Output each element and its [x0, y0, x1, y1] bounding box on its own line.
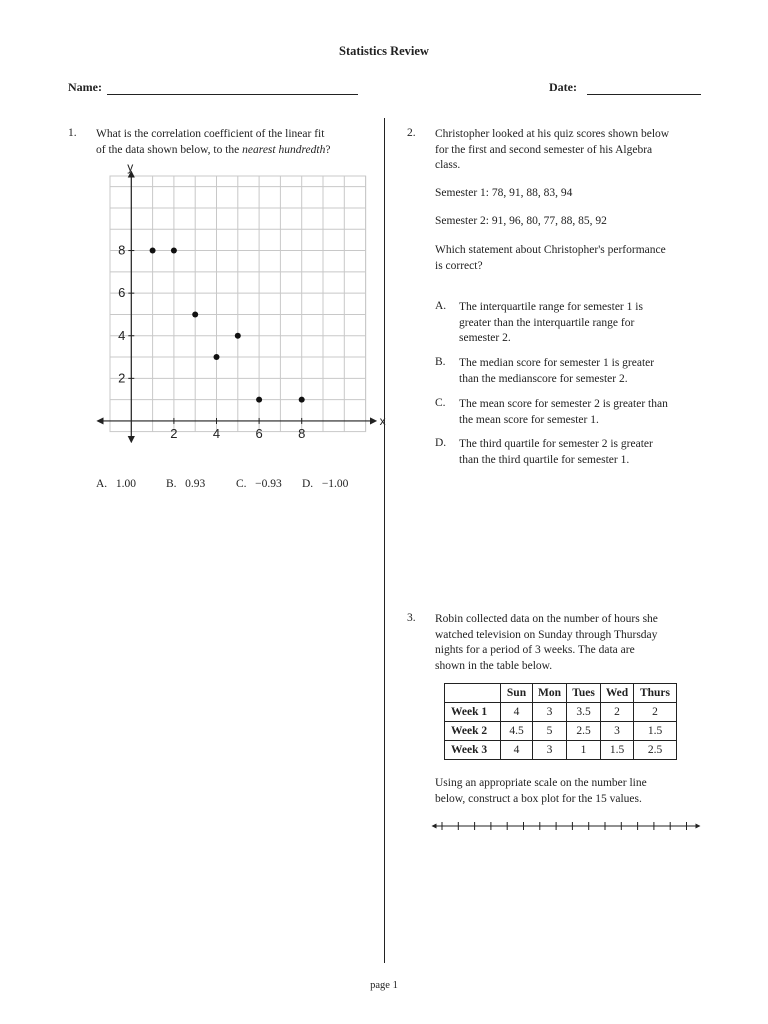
table-row-header: Week 3	[445, 741, 501, 760]
data-point	[171, 248, 177, 254]
scatter-chart	[88, 160, 386, 460]
date-field[interactable]	[587, 80, 701, 95]
table-cell: 1.5	[634, 722, 677, 741]
q2-text-line: Christopher looked at his quiz scores shown below	[435, 128, 670, 140]
date-label: Date:	[549, 80, 577, 94]
x-axis-label: x	[379, 413, 386, 428]
q1-option-c[interactable]: C. −0.93	[236, 478, 282, 490]
data-point	[192, 311, 198, 317]
table-header-cell: Sun	[501, 684, 533, 703]
table-cell: 3	[533, 741, 567, 760]
table-row-header: Week 1	[445, 703, 501, 722]
q1-emphasis: nearest hundredth	[242, 143, 326, 156]
q2-text-line: for the first and second semester of his Algebra	[435, 143, 653, 156]
table-cell: 2.5	[567, 722, 601, 741]
data-point	[299, 397, 305, 403]
x-tick-label: 8	[298, 425, 306, 441]
q2-number: 2.	[407, 127, 416, 139]
q2-semester2: Semester 2: 91, 96, 80, 77, 88, 85, 92	[435, 215, 607, 227]
column-divider	[384, 118, 385, 963]
table-cell: 2	[634, 703, 677, 722]
q2-question	[435, 243, 710, 274]
q3-instructions	[435, 776, 710, 807]
y-tick-label: 4	[118, 327, 126, 343]
page-number: page 1	[370, 980, 398, 991]
q2-text-line: class.	[435, 159, 461, 171]
table-header-cell	[445, 684, 501, 703]
q2-question-line: is correct?	[435, 259, 483, 272]
page-title: Statistics Review	[339, 44, 429, 58]
table-cell: 5	[533, 722, 567, 741]
table-header-cell: Mon	[533, 684, 567, 703]
q3-text-line: watched television on Sunday through Thursday	[435, 628, 658, 641]
number-line[interactable]	[430, 815, 705, 837]
y-tick-label: 2	[118, 370, 126, 386]
q3-instruction-line: below, construct a box plot for the 15 values.	[435, 792, 642, 805]
table-cell: 2.5	[634, 741, 677, 760]
q1-text	[96, 127, 371, 158]
data-point	[150, 248, 156, 254]
table-cell: 1	[567, 741, 601, 760]
tv-hours-table	[444, 683, 677, 760]
y-tick-label: 6	[118, 285, 126, 301]
table-cell: 4	[501, 741, 533, 760]
x-tick-label: 2	[170, 425, 178, 441]
table-header-cell: Tues	[567, 684, 601, 703]
q1-text-line1: What is the correlation coefficient of the linear fit	[96, 128, 325, 140]
table-cell: 4.5	[501, 722, 533, 741]
q2-semester1: Semester 1: 78, 91, 88, 83, 94	[435, 187, 573, 199]
table-row	[445, 722, 677, 741]
y-axis-label: y	[127, 160, 134, 174]
table-cell: 3	[533, 703, 567, 722]
table-cell: 4	[501, 703, 533, 722]
name-field[interactable]	[107, 80, 358, 95]
q3-text	[435, 612, 710, 674]
q2-question-line: Which statement about Christopher's performance	[435, 244, 666, 256]
q3-text-line: nights for a period of 3 weeks. The data are	[435, 644, 635, 656]
q3-instruction-line: Using an appropriate scale on the number line	[435, 777, 647, 789]
q1-option-d[interactable]: D. −1.00	[302, 478, 349, 490]
q1-option-b[interactable]: B. 0.93	[166, 478, 206, 490]
table-cell: 2	[601, 703, 634, 722]
q3-text-line: Robin collected data on the number of hours she	[435, 613, 658, 625]
q1-text-line2: of the data shown below, to the nearest hundredth?	[96, 143, 331, 156]
table-row	[445, 703, 677, 722]
table-header-row	[445, 684, 677, 703]
q1-option-a[interactable]: A. 1.00	[96, 478, 136, 490]
q3-number: 3.	[407, 612, 416, 624]
y-tick-label: 8	[118, 242, 126, 258]
data-point	[256, 397, 262, 403]
table-row	[445, 741, 677, 760]
table-cell: 3.5	[567, 703, 601, 722]
x-tick-label: 6	[255, 425, 263, 441]
data-point	[214, 354, 220, 360]
table-header-cell: Thurs	[634, 684, 677, 703]
name-label: Name:	[68, 80, 102, 94]
x-tick-label: 4	[212, 425, 221, 441]
q1-number: 1.	[68, 127, 77, 139]
table-row-header: Week 2	[445, 722, 501, 741]
data-point	[235, 333, 241, 339]
table-header-cell: Wed	[601, 684, 634, 703]
q3-text-line: shown in the table below.	[435, 659, 553, 672]
table-cell: 3	[601, 722, 634, 741]
q2-text	[435, 127, 710, 174]
table-cell: 1.5	[601, 741, 634, 760]
